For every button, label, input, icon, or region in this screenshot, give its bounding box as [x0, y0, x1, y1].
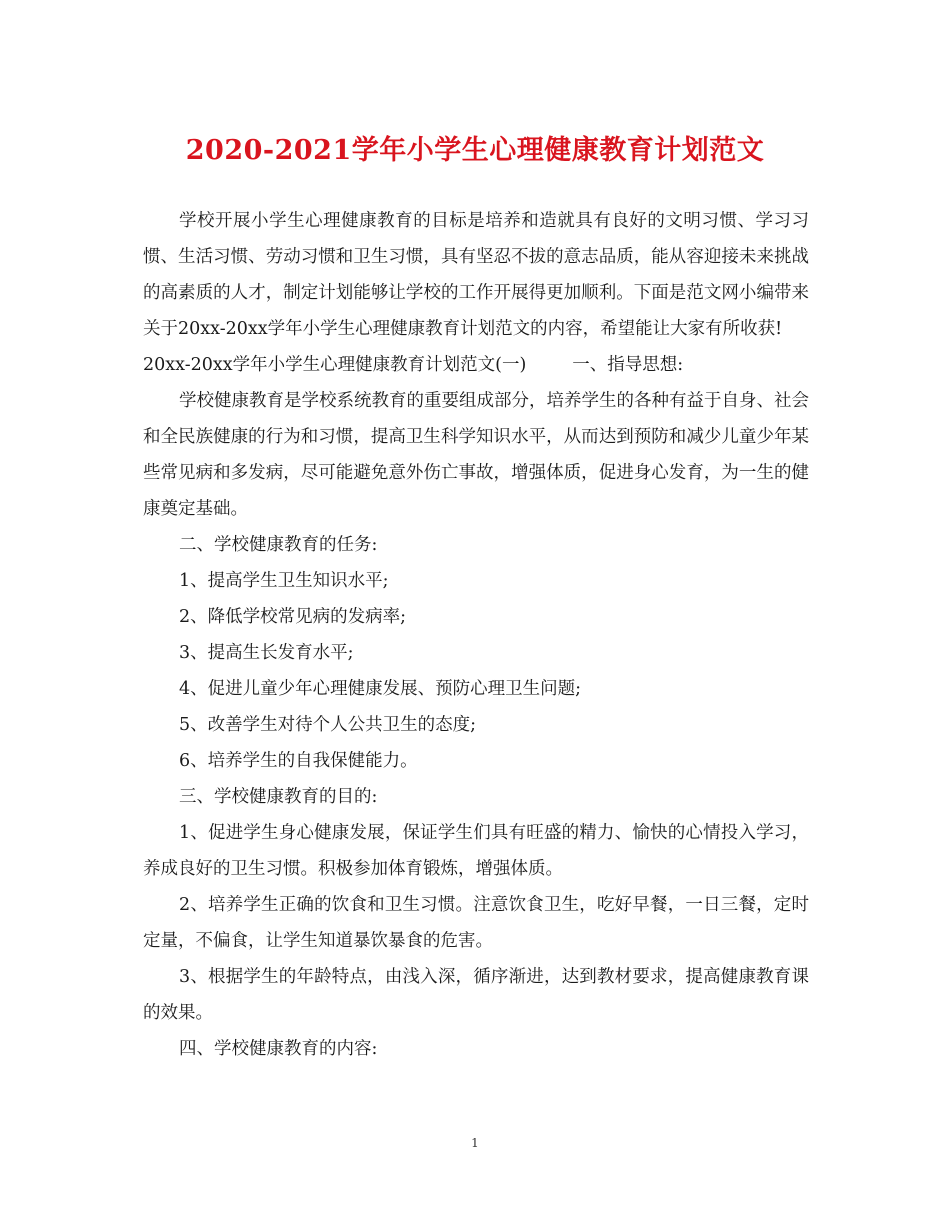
guiding-thought-paragraph: 学校健康教育是学校系统教育的重要组成部分，培养学生的各种有益于自身、社会和全民族健康的行为和习惯，提高卫生科学知识水平，从而达到预防和减少儿童少年某些常见病和多发病，尽可能避免意外伤亡事故，增强体质，促进身心发育，为一生的健康奠定基础。: [143, 391, 809, 519]
document-body: [143, 203, 809, 1067]
task-item: 3、提高生长发育水平;: [179, 643, 354, 663]
intro-paragraph: 学校开展小学生心理健康教育的目标是培养和造就具有良好的文明习惯、学习习惯、生活习惯、劳动习惯和卫生习惯，具有坚忍不拔的意志品质，能从容迎接未来挑战的高素质的人才，制定计划能够让学校的工作开展得更加顺利。下面是范文网小编带来关于20xx-20xx学年小学生心理健康教育计划范文的内容，希望能让大家有所收获!: [143, 211, 809, 339]
task-item: 5、改善学生对待个人公共卫生的态度;: [179, 715, 477, 735]
task-item: 6、培养学生的自我保健能力。: [179, 751, 418, 771]
document-title: 2020-2021学年小学生心理健康教育计划范文: [185, 135, 765, 166]
heading-goals: 三、学校健康教育的目的:: [179, 787, 378, 807]
task-item: 2、降低学校常见病的发病率;: [179, 607, 407, 627]
heading-guiding-thought: 一、指导思想:: [572, 355, 684, 375]
page-number: 1: [471, 1136, 479, 1150]
task-item: 1、提高学生卫生知识水平;: [179, 571, 389, 591]
section-heading-line: [143, 347, 809, 383]
heading-tasks: 二、学校健康教育的任务:: [179, 535, 378, 555]
section-title: 20xx-20xx学年小学生心理健康教育计划范文(一): [143, 355, 527, 375]
goal-item: 2、培养学生正确的饮食和卫生习惯。注意饮食卫生，吃好早餐，一日三餐，定时定量，不偏食，让学生知道暴饮暴食的危害。: [143, 895, 809, 951]
heading-content: 四、学校健康教育的内容:: [179, 1039, 378, 1059]
task-item: 4、促进儿童少年心理健康发展、预防心理卫生问题;: [179, 679, 582, 699]
goal-item: 1、促进学生身心健康发展，保证学生们具有旺盛的精力、愉快的心情投入学习，养成良好的卫生习惯。积极参加体育锻炼，增强体质。: [143, 823, 809, 879]
goal-item: 3、根据学生的年龄特点，由浅入深，循序渐进，达到教材要求，提高健康教育课的效果。: [143, 967, 809, 1023]
